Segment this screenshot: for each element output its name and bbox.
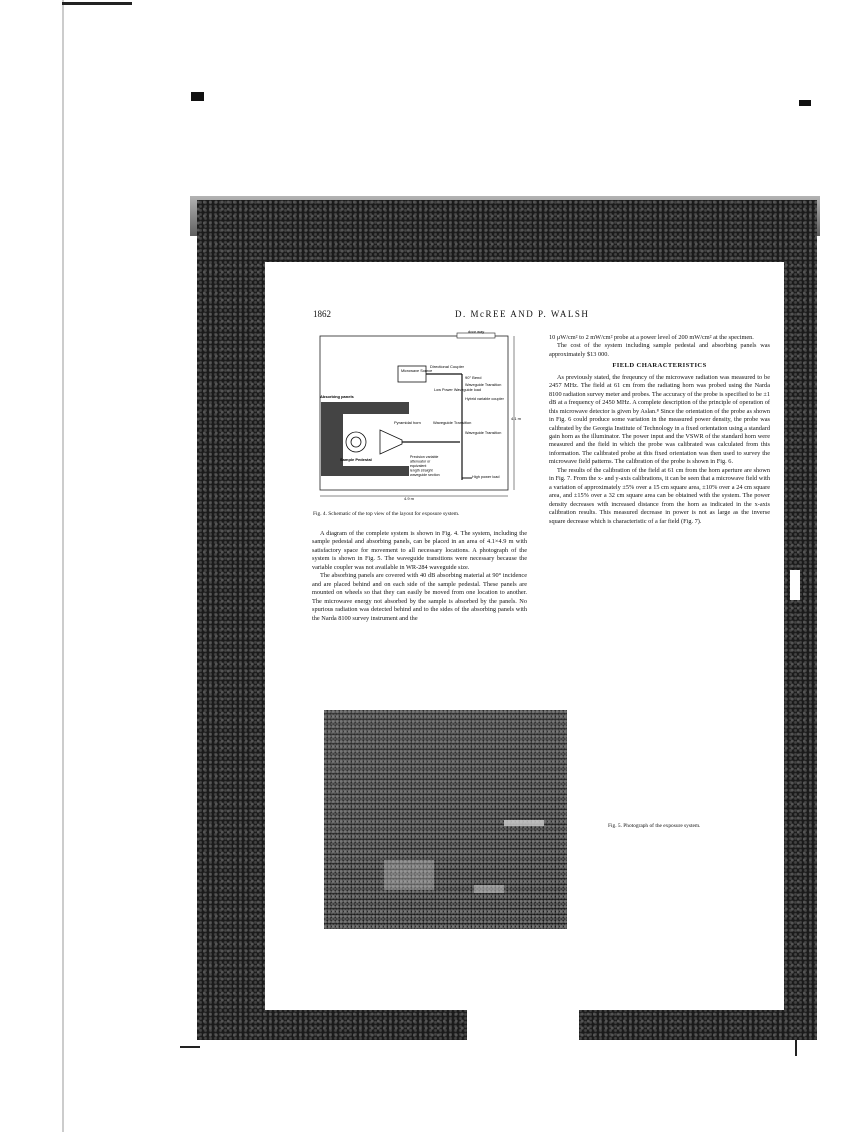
figure-4-caption: Fig. 4. Schematic of the top view of the layout for exposure system.	[313, 511, 460, 517]
absorbing-panels-label: Absorbing panels	[320, 394, 354, 399]
photo-pedestal	[384, 860, 434, 890]
sample-pedestal-inner	[351, 437, 361, 447]
waveguide-transition-label-2: Waveguide Transition	[433, 420, 472, 425]
waveguide-transition-label: Waveguide Transition	[465, 383, 502, 387]
left-paragraph-2: The absorbing panels are covered with 40 dB absorbing material at 90° incidence and are placed behind and on each side of the sample pedestal. These panels are mounted on wheels so that they can easily be moved from one location to another. The microwave energy not absorbed by the sample is absorbed by the panels. No spurious radiation was detected behind and to the sides of the absorbing panels with the Narda 8100 survey instrument and the	[312, 572, 527, 622]
figure-5-photograph	[324, 710, 567, 929]
scan-mark-right	[799, 100, 811, 106]
figure-4-schematic	[312, 330, 524, 502]
scan-edge-top	[62, 2, 132, 5]
sample-pedestal-outer	[346, 432, 366, 452]
absorbing-panel-top	[321, 402, 409, 414]
running-head	[265, 309, 784, 323]
right-paragraph-3: The results of the calibration of the field at 61 cm from the horn aperture are shown in Fig. 7. From the x- and y-axis calibrations, it can be seen that a microwave field with a variation of approximately ±5% over a 15 cm square area, ±10% over a 24 cm square area, and ±15% over a 32 cm square area can be obtained with the system. The power density decreases with increased distance from the horn as indicated in the x-axis calibration results. This measured decrease in power is not as large as the inverse square decrease which is characteristic of a far field (Fig. 7).	[549, 466, 770, 525]
page-number: 1862	[313, 309, 331, 319]
paper-bottom-gap	[467, 1010, 579, 1050]
hybrid-coupler-label: Hybrid variable coupler	[465, 397, 504, 401]
scan-notch	[790, 570, 800, 600]
running-head-text: D. McREE AND P. WALSH	[455, 309, 590, 319]
door-label: door way	[468, 330, 485, 334]
bend-label: 90° Bend	[465, 375, 482, 380]
right-paragraph-0: 10 μW/cm² to 2 mW/cm² probe at a power level of 200 mW/cm² at the specimen.	[549, 334, 754, 341]
schematic-svg	[312, 330, 524, 502]
sample-pedestal-label: Sample Pedestal	[340, 457, 372, 462]
scan-edge-bottom	[180, 1046, 200, 1048]
photo-equipment	[474, 885, 504, 893]
directional-coupler-label: Directional Coupler	[430, 364, 465, 369]
height-dimension: 4.1 m	[511, 416, 522, 421]
high-power-load-label: High power load	[472, 475, 500, 479]
pyramidal-horn	[380, 430, 402, 454]
left-column	[312, 530, 527, 623]
waveguide-transition-label-3: Waveguide Transition	[465, 431, 502, 435]
absorbing-panel-bottom	[321, 466, 409, 476]
scan-edge-bottom-right	[795, 1040, 797, 1056]
right-paragraph-2: As previously stated, the freqeuncy of the microwave radiation was measured to be 2457 MHz. The field at 61 cm from the radiating horn was probed using the Narda 8100 radiation survey meter and probes. The accuracy of the probe is specified to be ±1 dB at a frequency of 2450 MHz. A complete description of the principle of operation of this microwave detector is given by Aslan.⁸ Since the orientation of the probe as shown in Fig. 6 could produce some variation in the measured power density, the probe was calibrated by the Georgia Institute of Technology in a fixed orientation using a standard gain horn as the illuminator. The power input and the VSWR of the standard horn were measured and the field in which the probe was calibrated was calculated from this information. The calibrated probe at this fixed orientation was then used to survey the microwave field patterns. The calibration of the probe is shown in Fig. 6.	[549, 373, 770, 466]
figure-5-caption: Fig. 5. Photograph of the exposure system.	[608, 823, 701, 829]
section-heading: FIELD CHARACTERISTICS	[612, 362, 707, 370]
scan-edge-left	[62, 0, 64, 1132]
left-paragraph-1: A diagram of the complete system is shown in Fig. 4. The system, including the sample pedestal and absorbing panels, can be placed in an area of 4.1×4.9 m with satisfactory space for movement to all necessary locations. A photograph of the system is shown in Fig. 5. The waveguide transitions were necessary because the variable coupler was not available in WR-284 waveguide size.	[312, 530, 527, 571]
photo-waveguide	[504, 820, 544, 826]
right-column	[549, 334, 770, 526]
pyramidal-horn-label: Pyramidal horn	[394, 420, 421, 425]
right-paragraph-1: The cost of the system including sample pedestal and absorbing panels was approximately $13 000.	[549, 342, 770, 358]
width-dimension: 4.9 m	[404, 496, 415, 501]
scan-mark-left	[191, 92, 204, 101]
low-power-load-label: Low Power Waveguide load	[434, 388, 481, 392]
precision-attenuator-label: Precision variable attenuator or equivalent length straight waveguide section	[410, 455, 440, 477]
microwave-source-label: Microwave Source	[401, 369, 433, 373]
